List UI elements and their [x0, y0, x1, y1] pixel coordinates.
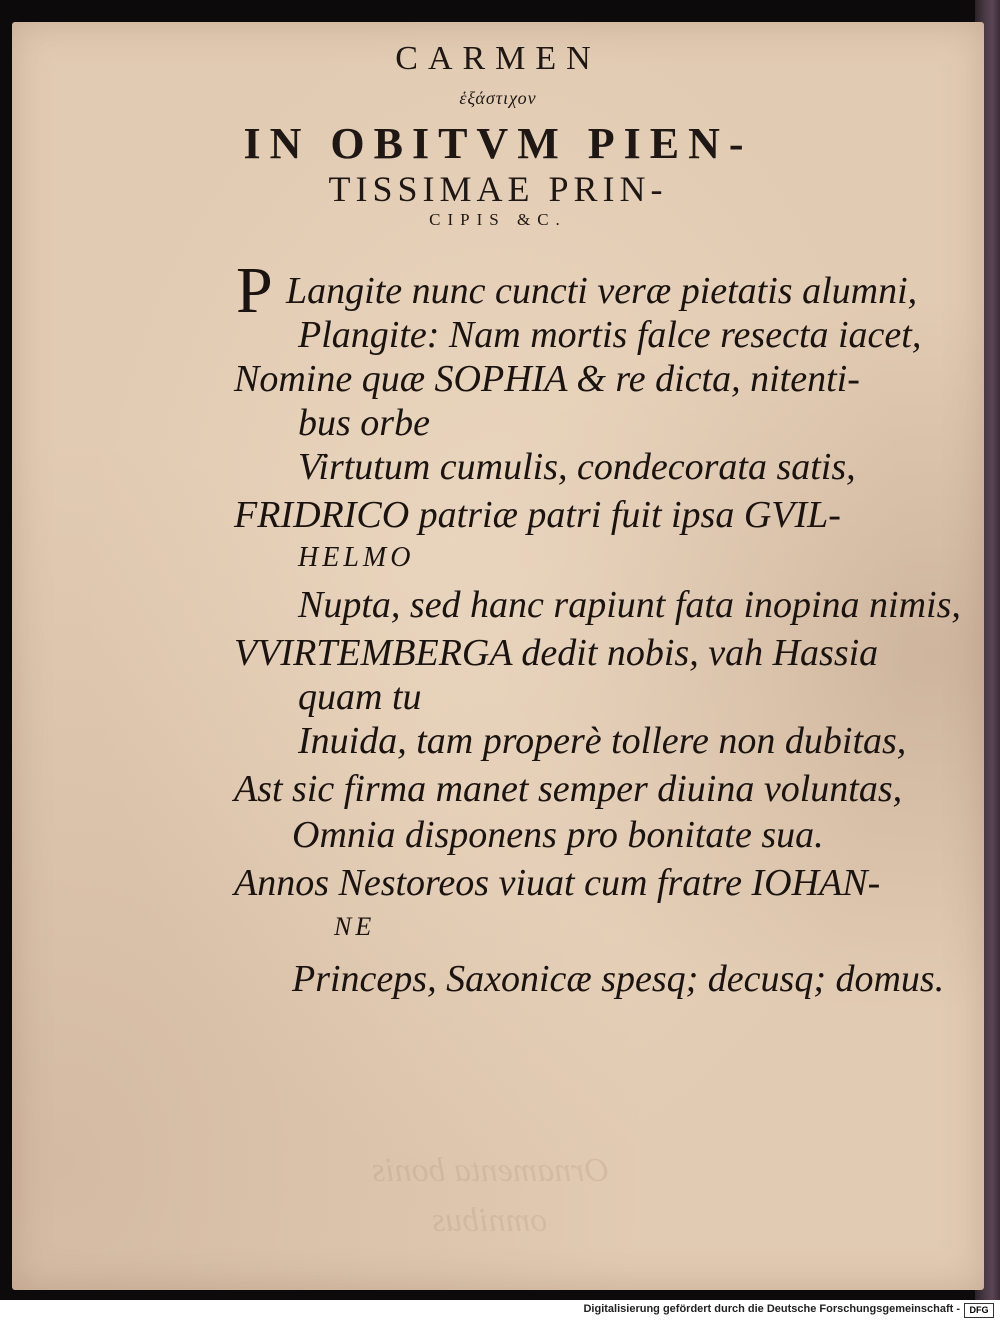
verse-line: quam tu	[298, 676, 422, 718]
footer-credit: Digitalisierung gefördert durch die Deutsche Forschungsgemeinschaft -	[583, 1303, 960, 1315]
verse-line: NE	[334, 912, 376, 941]
drop-cap: P	[236, 254, 273, 327]
verse-line: bus orbe	[298, 402, 430, 444]
heading-line-3: CIPIS &C.	[429, 210, 567, 229]
verse-line: Langite nunc cuncti veræ pietatis alumni,	[286, 270, 918, 312]
verse-line: Ast sic firma manet semper diuina voluntas,	[234, 768, 903, 810]
verse-line: HELMO	[298, 542, 415, 573]
verse-line: Nomine quæ SOPHIA & re dicta, nitenti-	[234, 358, 860, 400]
verse-line: Virtutum cumulis, condecorata satis,	[298, 446, 856, 488]
heading-greek: ἑξάστιχον	[459, 88, 537, 108]
verse-line: Nupta, sed hanc rapiunt fata inopina nimis,	[298, 584, 961, 626]
verse-line: Inuida, tam properè tollere non dubitas,	[298, 720, 907, 762]
verse-line: Annos Nestoreos viuat cum fratre IOHAN-	[234, 862, 881, 904]
verse-line: Plangite: Nam mortis falce resecta iacet,	[298, 314, 922, 356]
verse-line: VVIRTEMBERGA dedit nobis, vah Hassia	[234, 632, 879, 674]
verse-line: FRIDRICO patriæ patri fuit ipsa GVIL-	[234, 494, 841, 536]
dfg-logo: DFG	[964, 1303, 994, 1318]
heading-line-1: IN OBITVM PIEN-	[243, 119, 753, 168]
heading-line-2: TISSIMAE PRIN-	[328, 169, 668, 209]
bleed-through-mark: omnibus	[432, 1202, 548, 1239]
verse-line: Princeps, Saxonicæ spesq; decusq; domus.	[292, 958, 945, 1000]
verse-line: Omnia disponens pro bonitate sua.	[292, 814, 824, 856]
heading-title: CARMEN	[395, 40, 601, 77]
book-page	[12, 22, 984, 1290]
bleed-through-mark: Ornamenta bonis	[372, 1152, 610, 1189]
